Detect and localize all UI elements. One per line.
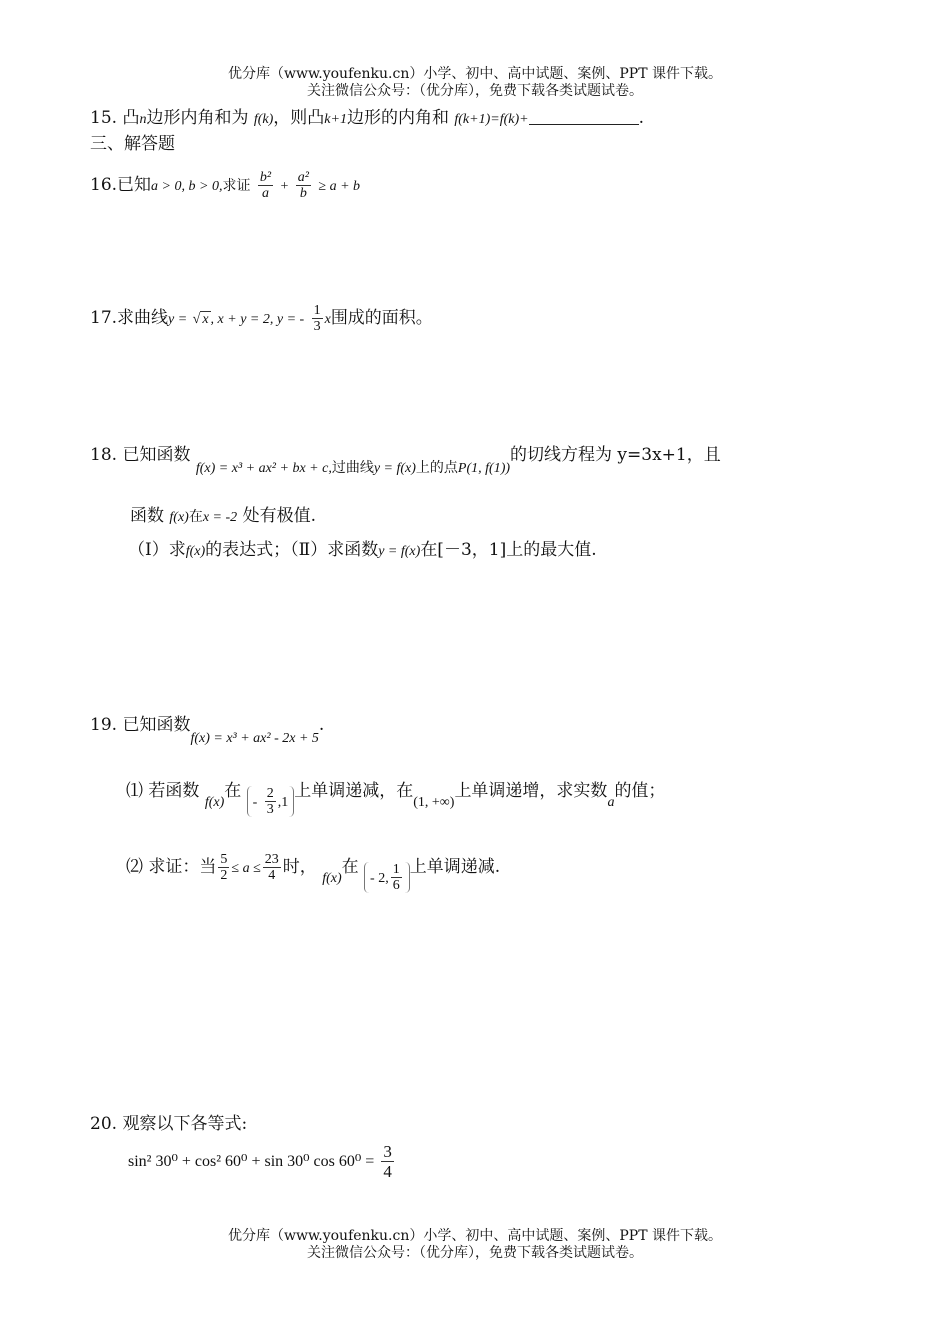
interval-bracket: - 2, $\frac{1}{6}$: [364, 862, 410, 893]
interval-bracket: - $\frac{2}{3}$ ,1: [247, 786, 295, 817]
question-15: 15. 凸n边形内角和为 f(k)，则凸k+1边形的内角和 f(k+1)=f(k)+ .: [90, 108, 644, 128]
footer-line-1: 优分库（www.youfenku.cn）小学、初中、高中试题、案例、PPT 课件下载。: [227, 1228, 722, 1244]
fraction-a2-over-b: $\frac{\text{a²}}{b}$: [297, 170, 309, 201]
question-17: 17.求曲线y = √ x , x + y = 2, y = - $\frac{1}{3}$ x围成的面积。: [90, 303, 433, 334]
fraction-b2-over-a: $\frac{\text{b²}}{a}$: [259, 170, 272, 201]
page-footer: [0, 1228, 950, 1262]
fraction-23-fourths: $\frac{23}{4}$: [264, 852, 279, 883]
question-18-line-2: 函数 f(x)在x = -2 处有极值.: [130, 506, 316, 526]
section-title: 三、解答题: [90, 134, 175, 154]
question-18: 18. 已知函数 $_{f(x) = x^3 + ax^2 + bx + c,过曲线y = f(x)上的点P(1, f(1))}$的切线方程为 y=3x+1，且: [90, 445, 721, 476]
fraction-five-halves: $\frac{5}{2}$: [220, 852, 228, 883]
question-19: 19. 已知函数$_{f(x) = x^3 + ax^2 - 2x + 5}$.: [90, 715, 325, 746]
header-line-1: 优分库（www.youfenku.cn）小学、初中、高中试题、案例、PPT 课件下载。: [227, 66, 722, 82]
question-18-line-3: （Ⅰ）求f(x)的表达式；（Ⅱ）求函数y = f(x)在[－3，1]上的最大值.: [128, 540, 597, 560]
answer-blank[interactable]: [529, 108, 639, 125]
sqrt-symbol: √: [192, 312, 201, 327]
question-19-part-2: ⑵ 求证：当 $\frac{5}{2}$ ≤ a ≤ $\frac{23}{4}$ 时， $_{f(x)}$在 - 2, $\frac{1}{6}$ 上单调递减.: [126, 852, 501, 893]
fraction-one-third: $\frac{1}{3}$: [313, 303, 321, 334]
question-20: 20. 观察以下各等式:: [90, 1114, 248, 1134]
page-header: [0, 66, 950, 100]
fraction-three-fourths: $\frac{3}{4}$: [383, 1142, 392, 1181]
footer-line-2: 关注微信公众号：（优分库），免费下载各类试题试卷。: [307, 1245, 643, 1261]
question-20-equation: sin² 30⁰ + cos² 60⁰ + sin 30⁰ cos 60⁰ = $\frac{3}{4}$: [128, 1142, 392, 1181]
question-19-part-1: ⑴ 若函数 $_{f(x)}$在 - $\frac{2}{3}$ ,1上单调递减，在$_{(1, +\infty)}$上单调递增，求实数$_a$的值；: [126, 781, 666, 817]
header-line-2: 关注微信公众号：（优分库），免费下载各类试题试卷。: [307, 83, 643, 99]
question-16: 16.已知a > 0, b > 0,求证 $\frac{\text{b²}}{a}$ + $\frac{\text{a²}}{b}$ ≥ a + b: [90, 170, 361, 201]
